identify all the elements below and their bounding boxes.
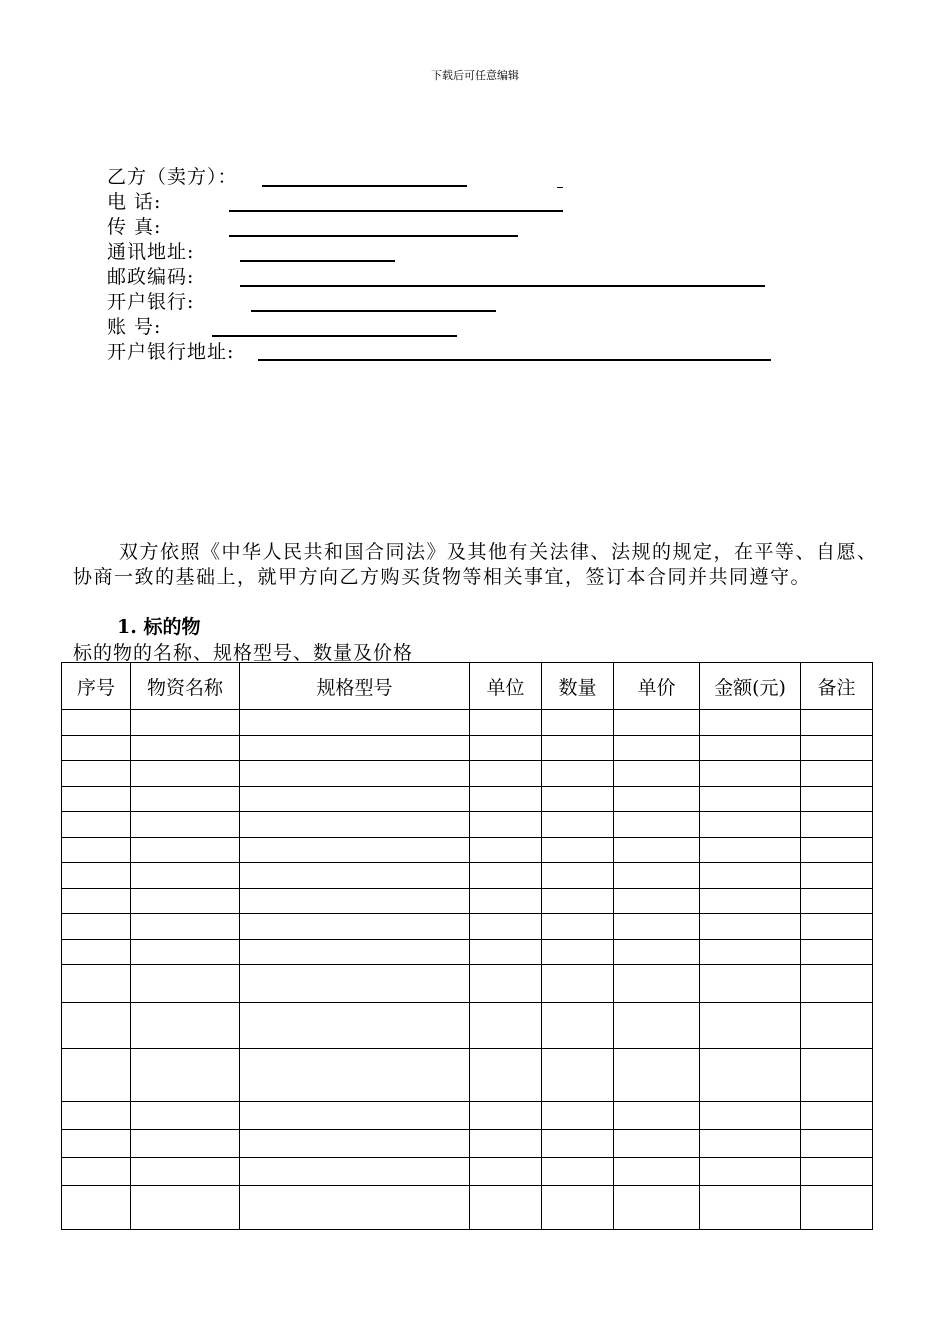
table-cell [240,965,470,1003]
table-cell [470,914,542,940]
table-row [62,1158,873,1186]
table-cell [131,812,240,838]
table-cell [131,838,240,863]
table-row [62,1186,873,1230]
table-cell [240,889,470,914]
table-cell [240,1102,470,1130]
table-cell [470,736,542,761]
table-cell [131,965,240,1003]
table-cell [700,761,801,787]
table-cell [542,863,614,889]
table-cell [614,761,700,787]
table-cell [801,914,873,940]
table-cell [614,1003,700,1049]
table-cell [131,940,240,965]
table-cell [470,812,542,838]
table-cell [240,1186,470,1230]
table-cell [700,1003,801,1049]
table-cell [801,1003,873,1049]
table-row [62,761,873,787]
table-cell [240,914,470,940]
table-cell [131,787,240,812]
table-cell [801,761,873,787]
goods-table [61,662,873,1230]
postcode-line [240,285,765,287]
table-cell [801,940,873,965]
table-cell [62,838,131,863]
header-cell-index: 序号 [62,663,131,710]
table-cell [700,863,801,889]
header-cell-remarks: 备注 [801,663,873,710]
table-cell [700,914,801,940]
header-note: 下载后可任意编辑 [431,69,519,82]
table-cell [470,1158,542,1186]
table-cell [700,1049,801,1102]
table-cell [801,889,873,914]
table-cell [62,965,131,1003]
table-cell [614,914,700,940]
seller-party-line [262,185,467,187]
table-cell [240,812,470,838]
table-cell [542,787,614,812]
table-header-row [62,663,873,710]
table-cell [700,965,801,1003]
table-row [62,736,873,761]
table-cell [131,710,240,736]
table-cell [240,1158,470,1186]
table-cell [542,761,614,787]
table-cell [801,1130,873,1158]
bank-address-line [258,359,771,361]
table-cell [614,1158,700,1186]
table-cell [801,812,873,838]
section-1-title: 1. 标的物 [117,616,201,638]
table-cell [614,889,700,914]
table-cell [700,1158,801,1186]
table-cell [62,863,131,889]
table-row [62,1049,873,1102]
table-cell [470,1049,542,1102]
table-cell [801,965,873,1003]
header-cell-amount: 金额(元) [700,663,801,710]
table-cell [700,787,801,812]
table-cell [131,1186,240,1230]
preamble-paragraph: 双方依照《中华人民共和国合同法》及其他有关法律、法规的规定，在平等、自愿、协商一致的基础上，就甲方向乙方购买货物等相关事宜，签订本合同并共同遵守。 [73,541,878,588]
table-cell [542,1158,614,1186]
table-row [62,838,873,863]
table-cell [240,1130,470,1158]
bank-line [251,310,496,312]
table-cell [62,940,131,965]
table-row [62,787,873,812]
table-cell [62,787,131,812]
header-cell-unit-price: 单价 [614,663,700,710]
header-cell-quantity: 数量 [542,663,614,710]
phone-line [229,210,563,212]
table-cell [542,940,614,965]
postcode-label: 邮政编码: [107,266,195,288]
table-cell [614,1102,700,1130]
table-cell [470,787,542,812]
address-line [240,260,395,262]
table-cell [240,787,470,812]
table-cell [614,710,700,736]
table-cell [470,940,542,965]
table-cell [542,889,614,914]
table-cell [700,1130,801,1158]
table-cell [131,1003,240,1049]
table-cell [62,1049,131,1102]
table-cell [470,1130,542,1158]
table-cell [470,889,542,914]
table-cell [131,1049,240,1102]
fax-label: 传 真: [107,216,162,238]
table-row [62,914,873,940]
table-row [62,812,873,838]
table-cell [470,863,542,889]
table-cell [240,940,470,965]
table-cell [470,1003,542,1049]
table-cell [131,863,240,889]
goods-table-caption: 标的物的名称、规格型号、数量及价格 [73,642,414,664]
table-cell [131,1158,240,1186]
table-cell [542,965,614,1003]
table-cell [801,838,873,863]
table-cell [240,1049,470,1102]
table-cell [801,787,873,812]
table-cell [240,863,470,889]
table-cell [542,838,614,863]
table-cell [240,1003,470,1049]
table-cell [542,710,614,736]
table-row [62,1003,873,1049]
table-cell [614,736,700,761]
table-cell [614,863,700,889]
table-cell [470,1186,542,1230]
table-cell [614,940,700,965]
table-cell [470,965,542,1003]
table-cell [240,710,470,736]
table-cell [62,1003,131,1049]
fax-line [229,235,518,237]
table-cell [62,812,131,838]
table-cell [62,1186,131,1230]
table-cell [542,914,614,940]
table-cell [62,736,131,761]
table-cell [62,1102,131,1130]
table-cell [131,889,240,914]
table-cell [700,889,801,914]
table-cell [614,965,700,1003]
table-cell [542,1186,614,1230]
table-cell [801,863,873,889]
table-cell [700,812,801,838]
table-cell [470,761,542,787]
phone-label: 电 话: [107,191,162,213]
table-cell [131,1130,240,1158]
table-cell [62,761,131,787]
address-label: 通讯地址: [107,241,195,263]
table-row [62,1102,873,1130]
table-cell [62,1158,131,1186]
seller-party-mark [557,187,563,188]
table-cell [62,914,131,940]
table-cell [470,838,542,863]
seller-party-label: 乙方（卖方）： [107,166,238,188]
table-cell [131,761,240,787]
table-cell [62,710,131,736]
table-row [62,1130,873,1158]
account-label: 账 号: [107,316,162,338]
table-cell [131,736,240,761]
table-row [62,863,873,889]
table-cell [614,838,700,863]
header-cell-spec-model: 规格型号 [240,663,470,710]
header-cell-item-name: 物资名称 [131,663,240,710]
table-cell [62,889,131,914]
table-cell [542,1003,614,1049]
table-cell [700,710,801,736]
table-cell [542,812,614,838]
table-cell [801,1049,873,1102]
table-cell [131,914,240,940]
table-cell [131,1102,240,1130]
table-cell [614,1186,700,1230]
table-row [62,965,873,1003]
table-cell [801,1186,873,1230]
table-cell [614,812,700,838]
table-row [62,940,873,965]
table-cell [542,736,614,761]
table-cell [614,787,700,812]
bank-label: 开户银行: [107,291,195,313]
account-line [212,335,457,337]
table-cell [801,736,873,761]
table-cell [700,940,801,965]
table-cell [614,1049,700,1102]
table-cell [470,710,542,736]
table-cell [542,1049,614,1102]
table-cell [62,1130,131,1158]
header-cell-unit: 单位 [470,663,542,710]
table-cell [542,1102,614,1130]
table-cell [614,1130,700,1158]
table-row [62,710,873,736]
table-cell [700,1186,801,1230]
table-cell [700,736,801,761]
table-cell [700,1102,801,1130]
table-cell [240,761,470,787]
table-cell [700,838,801,863]
table-cell [801,1102,873,1130]
table-cell [470,1102,542,1130]
table-cell [801,710,873,736]
table-cell [240,838,470,863]
bank-address-label: 开户银行地址: [107,341,235,363]
table-cell [240,736,470,761]
table-cell [801,1158,873,1186]
table-row [62,889,873,914]
table-cell [542,1130,614,1158]
